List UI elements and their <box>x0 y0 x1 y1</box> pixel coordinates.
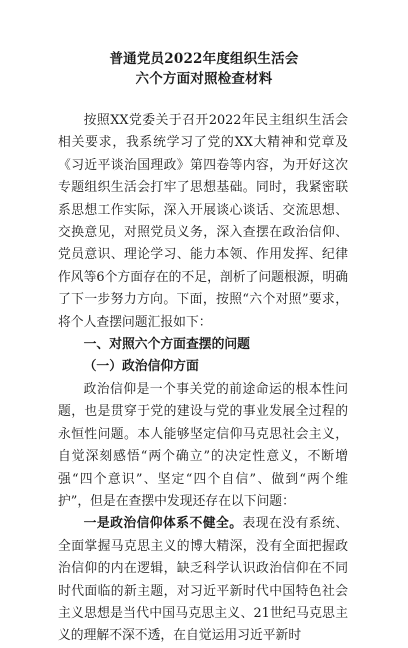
document-body <box>58 110 348 648</box>
point-paragraph <box>58 513 348 647</box>
intro-paragraph: 按照XX党委关于召开2022年民主组织生活会相关要求，我系统学习了党的XX大精神和党章及《习近平谈治国理政》第四卷等内容，为开好这次专题组织生活会打牢了思想基础。同时，我紧密联系思想工作实际，深入开展谈心谈话、交流思想、交换意见，对照党员义务，深入查摆在政治信仰、党员意识、理论学习、能力本领、作用发挥、纪律作风等6个方面存在的不足，剖析了问题根源，明确了下一步努力方向。下面，按照“六个对照”要求，将个人查摆问题汇报如下： <box>58 113 348 330</box>
document-title-line2: 六个方面对照检查材料 <box>135 71 273 87</box>
section-heading: 一、对照六个方面查摆的问题 <box>83 337 250 353</box>
political-paragraph: 政治信仰是一个事关党的前途命运的根本性问题，也是贯穿于党的建设与党的事业发展全过程的永恒性问题。本人能够坚定信仰马克思社会主义，自觉深刻感悟“两个确立”的决定性意义，不断增强“四个意识”、坚定“四个自信”、做到“两个维护”，但是在查摆中发现还存在以下问题： <box>58 381 348 509</box>
point-lead: 一是政治信仰体系不健全。 <box>83 516 243 532</box>
subsection-heading: （一）政治信仰方面 <box>83 359 199 375</box>
document-title-line1: 普通党员2022年度组织生活会 <box>109 51 299 67</box>
point-text: 表现在没有系统、全面掌握马克思主义的博大精深，没有全面把握政治信仰的内在逻辑，缺乏科学认识政治信仰在不同时代面临的新主题，对习近平新时代中国特色社会主义思想是当代中国马克思主义、21世纪马克思主义的理解不深不透，在自觉运用习近平新时 <box>58 516 349 644</box>
